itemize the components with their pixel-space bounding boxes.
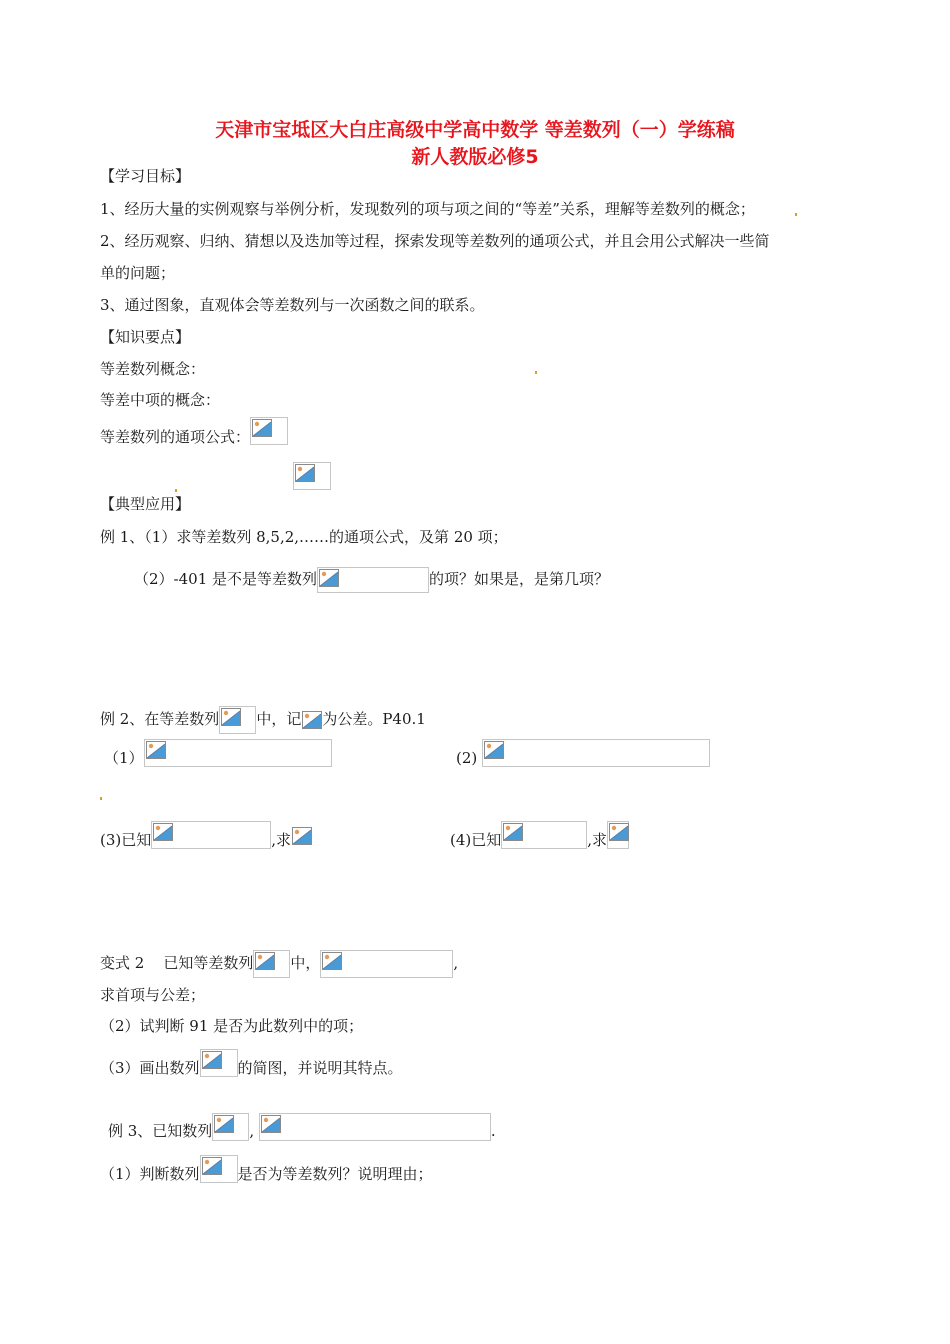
- knowledge-heading: 【知识要点】: [100, 328, 191, 346]
- applications-heading: 【典型应用】: [100, 495, 191, 513]
- example-1-part-2: （2）-401 是不是等差数列 的项？如果是，是第几项？: [134, 567, 609, 593]
- knowledge-general-formula: [100, 427, 288, 447]
- broken-image-icon: [219, 706, 256, 734]
- broken-image-icon: [144, 739, 332, 767]
- objective-2a: 2、经历观察、归纳、猜想以及迭加等过程，探索发现等差数列的通项公式，并且会用公式解决一些简: [100, 232, 770, 250]
- broken-image-icon: [482, 739, 710, 767]
- objective-2b: 单的问题；: [100, 264, 176, 282]
- broken-image-icon: [607, 821, 629, 849]
- variant-2-question-2: （2）试判断 91 是否为此数列中的项；: [100, 1017, 364, 1035]
- broken-image-icon: [320, 950, 453, 978]
- broken-image-icon: [200, 1049, 238, 1077]
- example-2-part-2: (2): [456, 748, 710, 768]
- stray-mark: [795, 213, 797, 216]
- objective-1: 1、经历大量的实例观察与举例分析，发现数列的项与项之间的“等差”关系，理解等差数列的概念；: [100, 200, 755, 218]
- broken-image-icon: [200, 1155, 238, 1183]
- example-2-part-1: （1）: [104, 748, 332, 768]
- stray-mark: [175, 489, 177, 492]
- knowledge-middle-term: 等差中项的概念：: [100, 391, 221, 409]
- broken-image-icon: [293, 462, 331, 490]
- stray-mark: [535, 371, 537, 374]
- variant-2-question-3: （3）画出数列 的简图，并说明其特点。: [100, 1058, 403, 1078]
- example-3-question-1: （1）判断数列 是否为等差数列？说明理由；: [100, 1164, 433, 1184]
- objective-3: 3、通过图象，直观体会等差数列与一次函数之间的联系。: [100, 296, 485, 314]
- example-1-part-1: 例 1、（1）求等差数列 8,5,2,……的通项公式，及第 20 项；: [100, 528, 508, 546]
- broken-image-icon: [151, 821, 271, 849]
- variant-2-question-1: 求首项与公差；: [100, 986, 206, 1004]
- document-title-line-2: 新人教版必修5: [411, 146, 539, 168]
- broken-image-icon: [301, 710, 322, 731]
- broken-image-icon: [212, 1113, 249, 1141]
- broken-image-icon: [291, 826, 309, 848]
- general-formula-label: 等差数列的通项公式：: [100, 428, 251, 446]
- broken-image-icon: [250, 417, 288, 445]
- example-2: 例 2、在等差数列 中，记 为公差。P40.1: [100, 706, 426, 734]
- broken-image-icon: [259, 1113, 491, 1141]
- document-title-line-1: 天津市宝坻区大白庄高级中学高中数学 等差数列（一）学练稿: [215, 119, 735, 141]
- stray-mark: [100, 797, 102, 800]
- broken-image-icon: [317, 567, 429, 593]
- example-2-part-3: (3)已知 ,求: [100, 830, 309, 850]
- broken-image-icon: [253, 950, 290, 978]
- objectives-heading: 【学习目标】: [100, 167, 191, 185]
- broken-image-icon: [501, 821, 587, 849]
- example-3: 例 3、已知数列 , .: [108, 1121, 496, 1141]
- variant-2: 变式 2 已知等差数列 中， ,: [100, 950, 458, 978]
- knowledge-concept: 等差数列概念：: [100, 360, 206, 378]
- example-2-part-4: (4)已知 ,求: [450, 830, 629, 850]
